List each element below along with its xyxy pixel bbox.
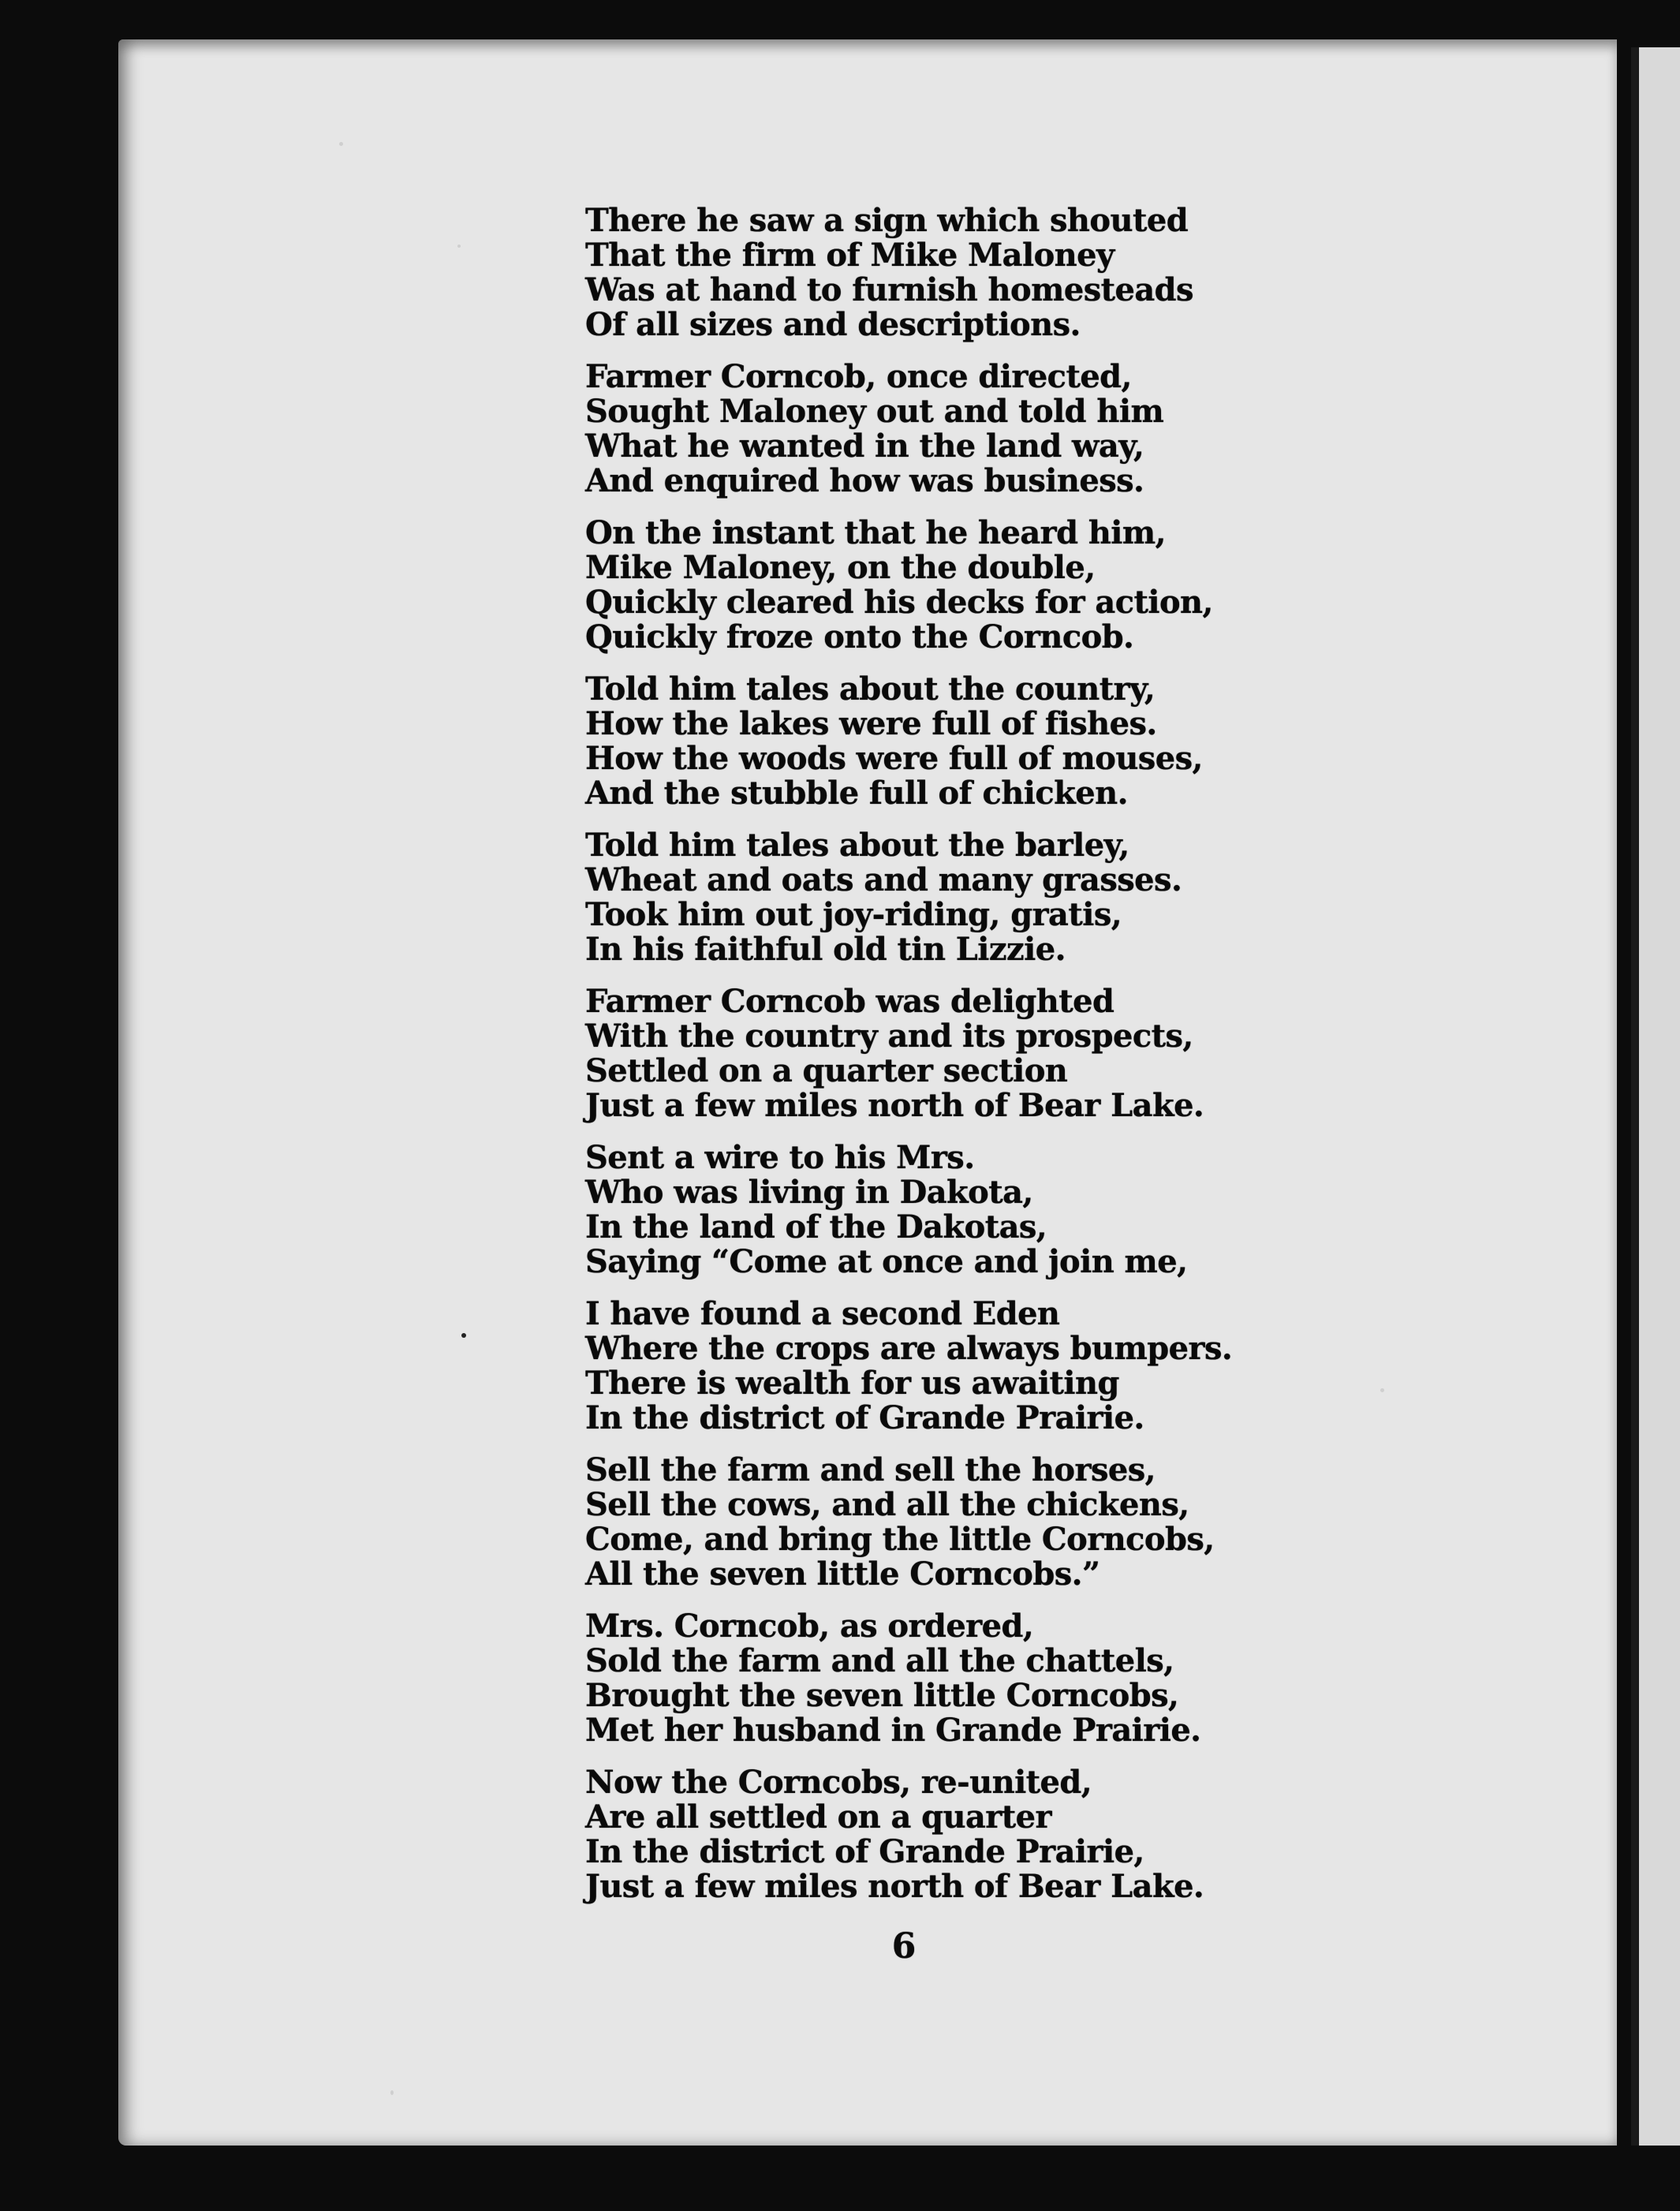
poem-line: In the land of the Dakotas, — [585, 1208, 1047, 1246]
poem-line: Quickly froze onto the Corncob. — [585, 618, 1134, 655]
page-number: 6 — [891, 1926, 917, 1966]
stanza — [585, 672, 1484, 811]
poem-line: Met her husband in Grande Prairie. — [585, 1712, 1201, 1749]
stanza — [585, 360, 1484, 499]
poem-line: Settled on a quarter section — [585, 1052, 1068, 1089]
poem-line: On the instant that he heard him, — [585, 514, 1166, 551]
poem-line: Saying “Come at once and join me, — [585, 1243, 1188, 1280]
stanza — [585, 204, 1484, 342]
adjacent-page-edge — [1631, 47, 1680, 2146]
poem-line: Told him tales about the barley, — [585, 827, 1129, 864]
stanza — [585, 1765, 1484, 1904]
poem-line: Brought the seven little Corncobs, — [585, 1677, 1179, 1714]
poem-line: In the district of Grande Prairie. — [585, 1399, 1144, 1436]
poem-line: Took him out joy-riding, gratis, — [585, 896, 1122, 933]
paper-speck — [390, 2090, 394, 2095]
poem-line: In his faithful old tin Lizzie. — [585, 931, 1066, 968]
poem-line: Mike Maloney, on the double, — [585, 549, 1096, 586]
stanza — [585, 1297, 1484, 1436]
poem-line: I have found a second Eden — [585, 1295, 1060, 1332]
poem-line: Are all settled on a quarter — [585, 1798, 1051, 1836]
paper-speck — [457, 245, 461, 248]
poem-line: Farmer Corncob, once directed, — [585, 358, 1132, 395]
poem-line: Sell the cows, and all the chickens, — [585, 1486, 1189, 1523]
poem-line: And enquired how was business. — [585, 462, 1144, 499]
poem-line: What he wanted in the land way, — [585, 428, 1144, 465]
stanza — [585, 1141, 1484, 1279]
poem-line: There he saw a sign which shouted — [585, 202, 1189, 239]
poem-line: Just a few miles north of Bear Lake. — [585, 1087, 1204, 1124]
paper-speck — [461, 1333, 466, 1338]
poem-line: Who was living in Dakota, — [585, 1174, 1033, 1211]
stanza — [585, 1609, 1484, 1748]
poem-line: Quickly cleared his decks for action, — [585, 584, 1213, 621]
poem-line: There is wealth for us awaiting — [585, 1365, 1119, 1402]
poem-line: Was at hand to furnish homesteads — [585, 271, 1193, 308]
poem-line: Sell the farm and sell the horses, — [585, 1451, 1155, 1488]
stanza — [585, 984, 1484, 1123]
poem-line: Farmer Corncob was delighted — [585, 983, 1114, 1020]
poem-line: Just a few miles north of Bear Lake. — [585, 1868, 1204, 1905]
poem-line: How the woods were full of mouses, — [585, 740, 1203, 777]
poem-line: How the lakes were full of fishes. — [585, 705, 1157, 742]
stanza — [585, 828, 1484, 967]
poem-line: Now the Corncobs, re-united, — [585, 1764, 1092, 1801]
poem-line: Mrs. Corncob, as ordered, — [585, 1608, 1034, 1645]
poem-line: And the stubble full of chicken. — [585, 775, 1128, 812]
poem-line: Come, and bring the little Corncobs, — [585, 1521, 1215, 1558]
poem-line: Told him tales about the country, — [585, 670, 1155, 708]
poem-text — [585, 204, 1484, 1922]
paper-speck — [339, 142, 343, 146]
poem-line: That the firm of Mike Maloney — [585, 237, 1114, 274]
poem-line: Wheat and oats and many grasses. — [585, 861, 1182, 898]
stanza — [585, 1453, 1484, 1592]
poem-line: Sold the farm and all the chattels, — [585, 1642, 1174, 1679]
poem-line: With the country and its prospects, — [585, 1018, 1193, 1055]
stanza — [585, 516, 1484, 655]
poem-line: Sent a wire to his Mrs. — [585, 1139, 975, 1176]
poem-line: In the district of Grande Prairie, — [585, 1833, 1144, 1870]
poem-line: Where the crops are always bumpers. — [585, 1330, 1233, 1367]
poem-line: All the seven little Corncobs.” — [585, 1556, 1100, 1593]
poem-line: Of all sizes and descriptions. — [585, 306, 1081, 343]
poem-line: Sought Maloney out and told him — [585, 393, 1164, 430]
